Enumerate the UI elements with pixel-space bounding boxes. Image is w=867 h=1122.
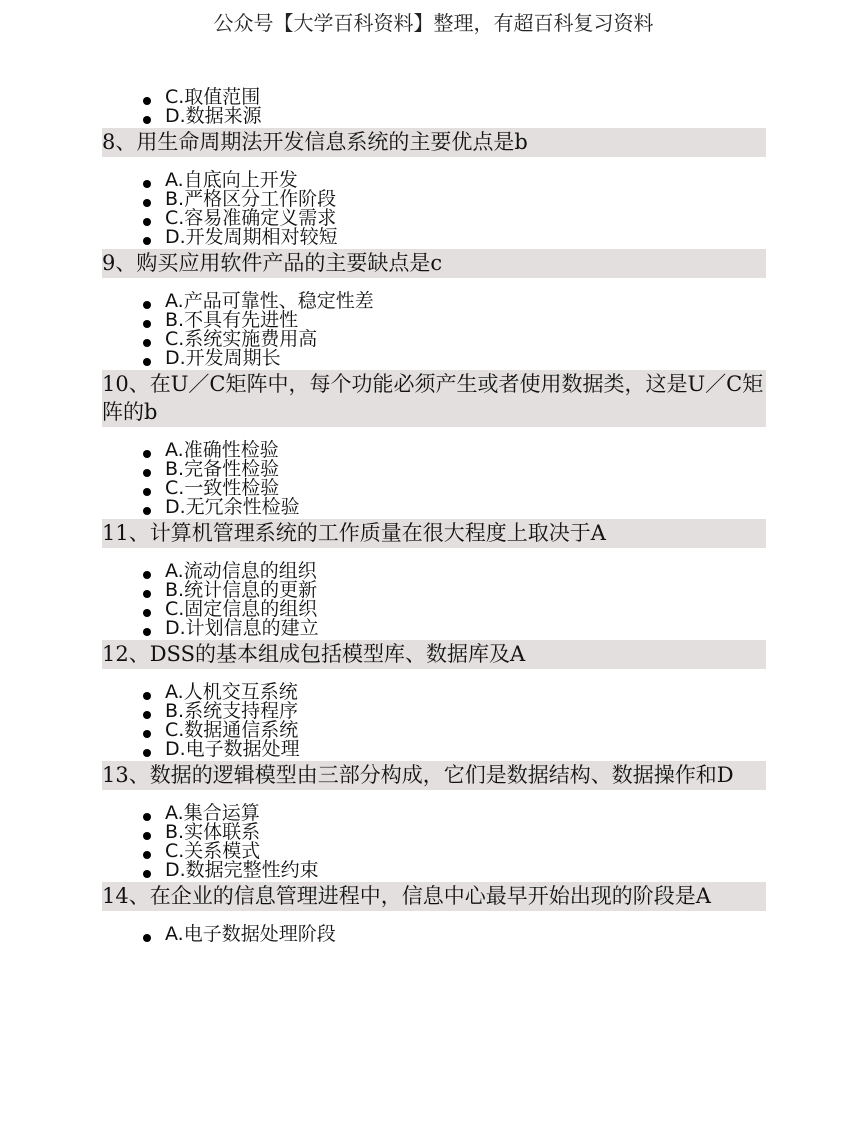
- bullet-icon: [143, 320, 151, 328]
- question-list: [102, 88, 766, 944]
- bullet-icon: [143, 116, 151, 124]
- option-text: B.完备性检验: [165, 458, 280, 480]
- option-text: B.实体联系: [165, 821, 261, 843]
- option-text: A.电子数据处理阶段: [165, 923, 336, 945]
- option-item: [143, 619, 766, 638]
- bullet-icon: [143, 97, 151, 105]
- bullet-icon: [143, 749, 151, 757]
- option-item: [143, 107, 766, 126]
- option-item: [143, 498, 766, 517]
- bullet-icon: [143, 301, 151, 309]
- bullet-icon: [143, 934, 151, 942]
- option-text: D.无冗余性检验: [165, 496, 300, 518]
- bullet-icon: [143, 199, 151, 207]
- bullet-icon: [143, 628, 151, 636]
- bullet-icon: [143, 450, 151, 458]
- option-text: C.容易准确定义需求: [165, 207, 337, 229]
- bullet-icon: [143, 711, 151, 719]
- option-text: B.统计信息的更新: [165, 579, 318, 601]
- bullet-icon: [143, 469, 151, 477]
- option-text: C.系统实施费用高: [165, 328, 318, 350]
- option-text: B.不具有先进性: [165, 309, 299, 331]
- bullet-icon: [143, 870, 151, 878]
- option-item: [143, 228, 766, 247]
- option-text: B.严格区分工作阶段: [165, 188, 337, 210]
- bullet-icon: [143, 692, 151, 700]
- question-11: 11、计算机管理系统的工作质量在很大程度上取决于A: [102, 519, 766, 548]
- option-text: A.集合运算: [165, 802, 260, 824]
- option-text: A.产品可靠性、稳定性差: [165, 290, 374, 312]
- option-text: D.数据来源: [165, 105, 262, 127]
- bullet-icon: [143, 571, 151, 579]
- option-item: [143, 740, 766, 759]
- bullet-icon: [143, 358, 151, 366]
- lead-option-list: [102, 88, 766, 126]
- bullet-icon: [143, 488, 151, 496]
- question-12: 12、DSS的基本组成包括模型库、数据库及A: [102, 640, 766, 669]
- option-text: D.计划信息的建立: [165, 617, 319, 639]
- bullet-icon: [143, 813, 151, 821]
- question-13: 13、数据的逻辑模型由三部分构成，它们是数据结构、数据操作和D: [102, 761, 766, 790]
- option-text: A.自底向上开发: [165, 169, 298, 191]
- bullet-icon: [143, 180, 151, 188]
- option-text: B.系统支持程序: [165, 700, 299, 722]
- option-text: D.开发周期相对较短: [165, 226, 338, 248]
- option-text: C.数据通信系统: [165, 719, 299, 741]
- question-8-options: [102, 171, 766, 247]
- option-text: D.数据完整性约束: [165, 859, 319, 881]
- option-text: A.人机交互系统: [165, 681, 298, 703]
- option-item: [143, 861, 766, 880]
- option-text: C.固定信息的组织: [165, 598, 318, 620]
- question-9-options: [102, 292, 766, 368]
- page-header: 公众号【大学百科资料】整理，有超百科复习资料: [213, 11, 654, 35]
- option-text: C.一致性检验: [165, 477, 280, 499]
- question-13-options: [102, 804, 766, 880]
- bullet-icon: [143, 218, 151, 226]
- option-text: D.开发周期长: [165, 347, 281, 369]
- question-12-options: [102, 683, 766, 759]
- option-text: C.关系模式: [165, 840, 261, 862]
- question-10-options: [102, 441, 766, 517]
- question-11-options: [102, 562, 766, 638]
- question-14: 14、在企业的信息管理进程中，信息中心最早开始出现的阶段是A: [102, 882, 766, 911]
- bullet-icon: [143, 832, 151, 840]
- question-8: 8、用生命周期法开发信息系统的主要优点是b: [102, 128, 766, 157]
- option-text: D.电子数据处理: [165, 738, 300, 760]
- bullet-icon: [143, 730, 151, 738]
- bullet-icon: [143, 339, 151, 347]
- question-9: 9、购买应用软件产品的主要缺点是c: [102, 249, 766, 278]
- question-14-options: [102, 925, 766, 944]
- option-item: [143, 925, 766, 944]
- bullet-icon: [143, 609, 151, 617]
- option-item: [143, 349, 766, 368]
- bullet-icon: [143, 851, 151, 859]
- option-text: C.取值范围: [165, 86, 261, 108]
- bullet-icon: [143, 590, 151, 598]
- option-text: A.流动信息的组织: [165, 560, 317, 582]
- option-text: A.准确性检验: [165, 439, 279, 461]
- question-10: 10、在U／C矩阵中，每个功能必须产生或者使用数据类，这是U／C矩阵的b: [102, 370, 766, 427]
- bullet-icon: [143, 507, 151, 515]
- bullet-icon: [143, 237, 151, 245]
